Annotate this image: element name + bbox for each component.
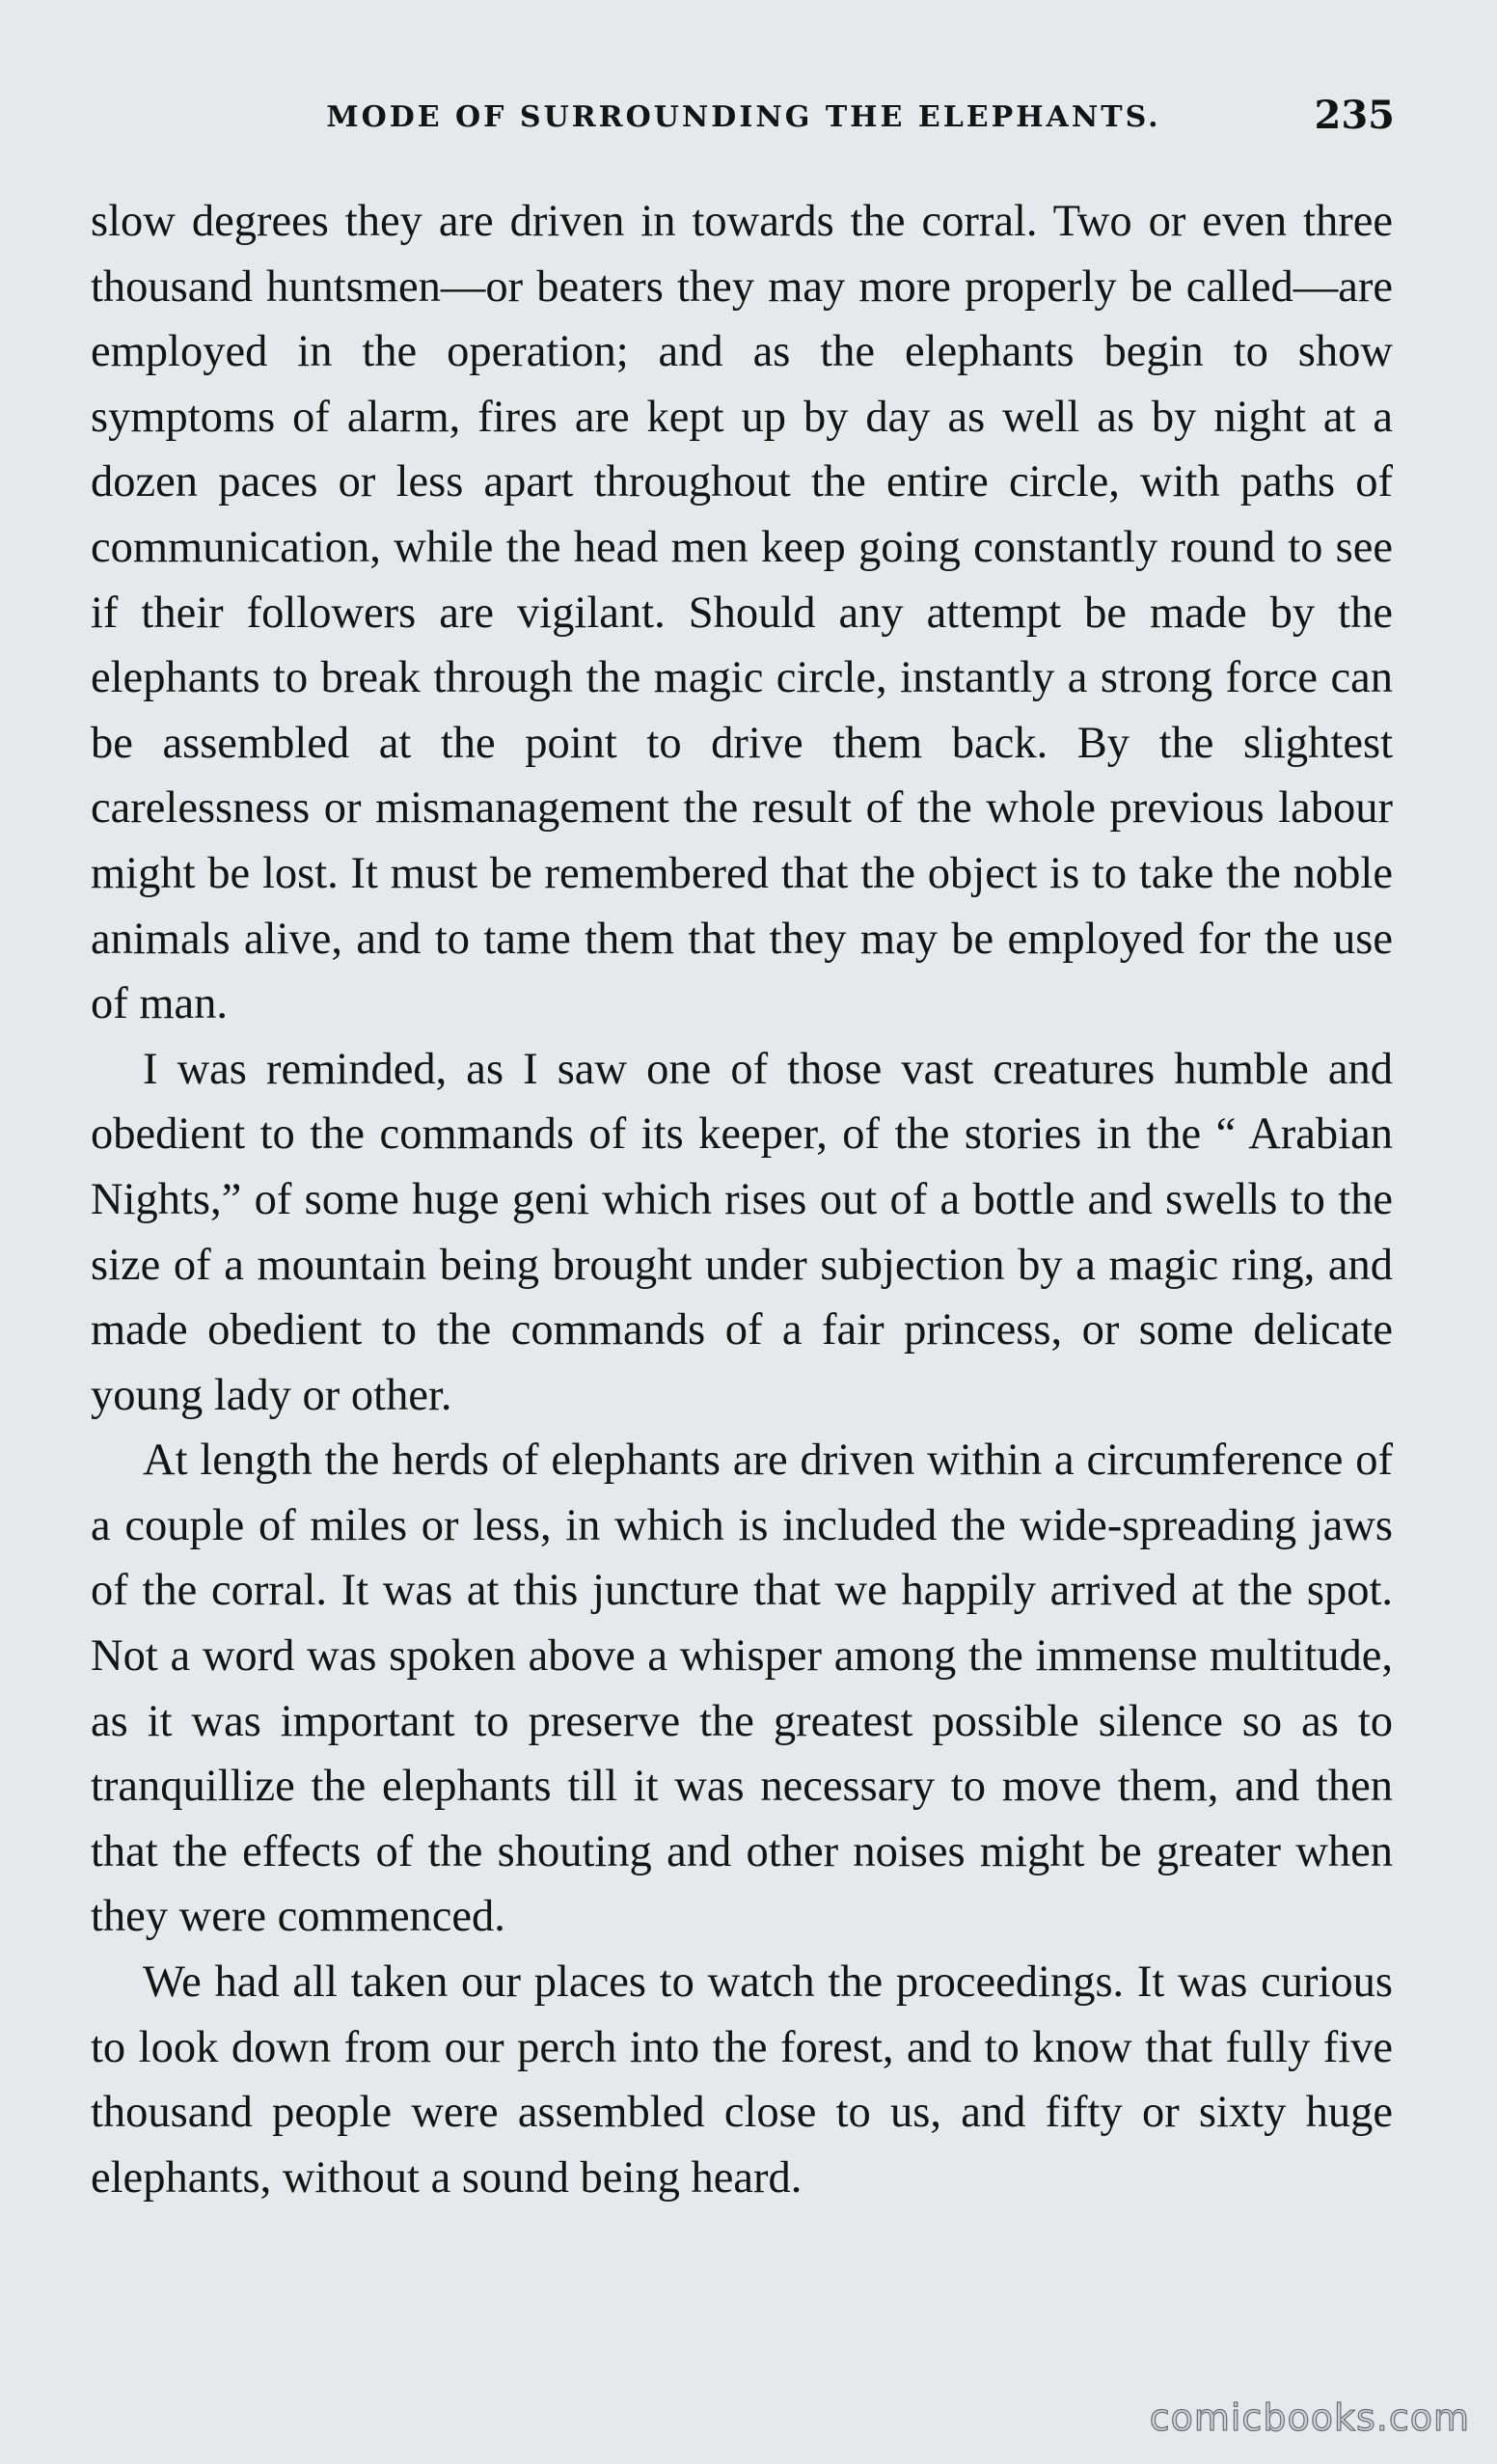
body-text (91, 189, 1393, 2210)
paragraph-3: At length the herds of elephants are driven within a circumference of a couple of miles or less, in which is included the wide-spreading jaws of the corral. It was at this juncture that we happily arrived at the spot. Not a word was spoken above a whisper among the immense multitude, as it was important to preserve the greatest possible silence so as to tranquillize the elephants till it was necessary to move them, and then that the effects of the shouting and other noises might be greater when they were commenced. (91, 1436, 1393, 1942)
running-head (93, 93, 1395, 151)
page-number: 235 (1314, 93, 1395, 138)
paragraph-1: slow degrees they are driven in towards the corral. Two or even three thousand huntsmen—or beaters they may more properly be called—are employed in the operation; and as the elephants begin to show symptoms of alarm, fires are kept up by day as well as by night at a dozen paces or less apart throughout the entire circle, with paths of communication, while the head men keep going constantly round to see if their followers are vigilant. Should any attempt be made by the elephants to break through the magic circle, instantly a strong force can be assembled at the point to drive them back. By the slightest carelessness or mismanagement the result of the whole previous labour might be lost. It must be remembered that the object is to take the noble animals alive, and to tame them that they may be employed for the use of man. (91, 197, 1393, 1029)
paragraph-4: We had all taken our places to watch the proceedings. It was curious to look down from our perch into the forest, and to know that fully five thousand people were assembled close to us, and fifty or sixty huge elephants, without a sound being heard. (91, 1958, 1393, 2203)
paragraph-2: I was reminded, as I saw one of those vast creatures humble and obedient to the commands of its keeper, of the stories in the “ Arabian Nights,” of some huge geni which rises out of a bottle and swells to the size of a mountain being brought under subjection by a magic ring, and made obedient to the commands of a fair princess, or some delicate young lady or other. (91, 1044, 1393, 1420)
watermark-logo: comicbooks.com (1149, 2396, 1470, 2439)
running-title: MODE OF SURROUNDING THE ELEPHANTS. (326, 100, 1161, 134)
